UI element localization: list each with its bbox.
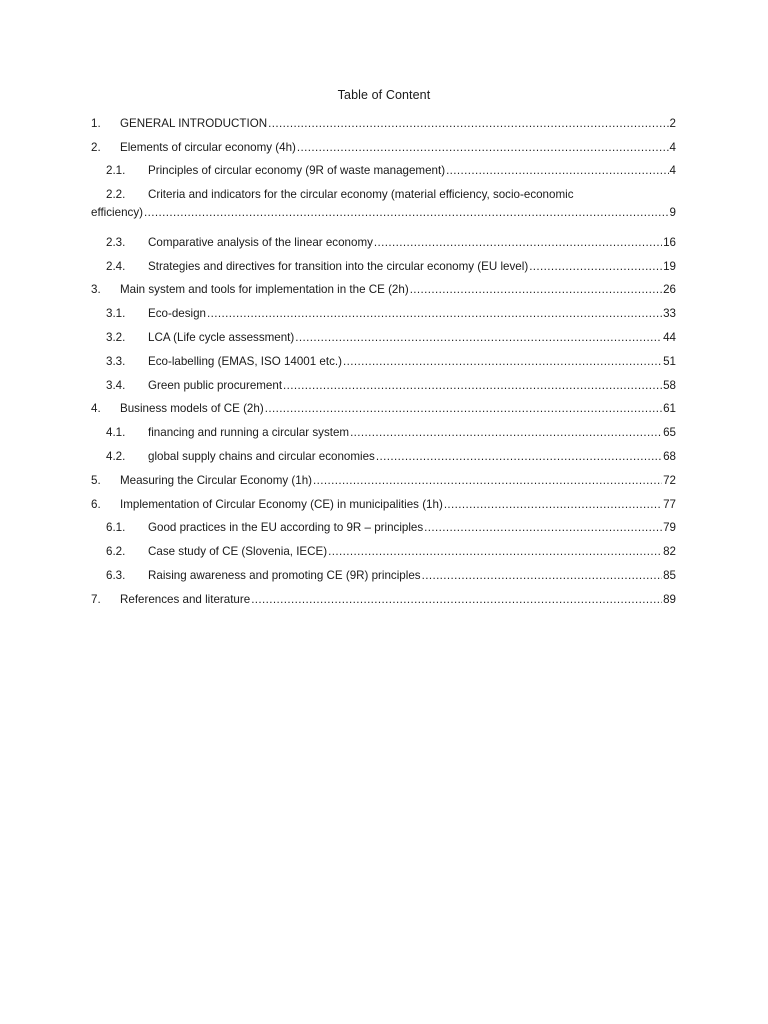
table-of-contents [91, 110, 676, 610]
toc-entry-number: 2.1. [106, 164, 126, 178]
toc-entry[interactable] [91, 467, 676, 491]
toc-dot-leader [446, 163, 668, 181]
toc-entry-label: Strategies and directives for transition into the circular economy (EU level) [148, 259, 529, 273]
toc-dot-leader [251, 592, 662, 610]
toc-entry[interactable] [91, 586, 676, 610]
toc-entry-number: 4.2. [106, 449, 126, 463]
toc-dot-leader [374, 235, 662, 253]
toc-dot-leader [343, 354, 662, 372]
toc-entry-label: GENERAL INTRODUCTION [120, 116, 268, 130]
toc-entry-page: 82 [663, 545, 676, 559]
toc-dot-leader [265, 401, 662, 419]
toc-entry-number: 6.1. [106, 521, 126, 535]
toc-entry[interactable] [91, 110, 676, 134]
toc-entry-label-continued: efficiency) [91, 206, 143, 220]
toc-entry-page: 58 [663, 378, 676, 392]
toc-entry[interactable] [91, 491, 676, 515]
toc-dot-leader [422, 568, 663, 586]
toc-dot-leader [529, 259, 662, 277]
toc-entry-number: 6.3. [106, 568, 126, 582]
toc-entry-number: 4.1. [106, 426, 126, 440]
toc-dot-leader [144, 205, 669, 223]
toc-entry-number: 2.4. [106, 259, 126, 273]
toc-entry[interactable] [91, 348, 676, 372]
toc-entry-page: 51 [663, 354, 676, 368]
toc-entry-label: global supply chains and circular economies [148, 449, 375, 463]
toc-entry[interactable] [91, 538, 676, 562]
toc-entry[interactable] [91, 158, 676, 182]
toc-entry-label: Elements of circular economy (4h) [120, 140, 296, 154]
toc-entry-label: Main system and tools for implementation in the CE (2h) [120, 283, 409, 297]
toc-entry[interactable] [91, 324, 676, 348]
toc-entry-number: 3.3. [106, 354, 126, 368]
toc-entry-number: 6. [91, 497, 101, 511]
toc-entry[interactable] [91, 372, 676, 396]
toc-entry-label: Comparative analysis of the linear economy [148, 235, 373, 249]
toc-entry-page: 68 [663, 449, 676, 463]
toc-entry-page: 44 [663, 330, 676, 344]
toc-entry-number: 3.2. [106, 330, 126, 344]
toc-entry-page: 61 [663, 402, 676, 416]
toc-entry[interactable] [91, 396, 676, 420]
toc-entry[interactable] [91, 562, 676, 586]
toc-entry[interactable] [91, 229, 676, 253]
toc-entry-label: LCA (Life cycle assessment) [148, 330, 295, 344]
toc-entry-number: 5. [91, 473, 101, 487]
toc-dot-leader [328, 544, 662, 562]
toc-entry-label: Raising awareness and promoting CE (9R) principles [148, 568, 421, 582]
toc-entry-page: 72 [663, 473, 676, 487]
toc-dot-leader [313, 473, 662, 491]
toc-dot-leader [295, 330, 662, 348]
toc-entry[interactable] [91, 253, 676, 277]
toc-dot-leader [283, 378, 662, 396]
toc-entry-number: 1. [91, 116, 101, 130]
toc-dot-leader [424, 520, 662, 538]
toc-entry-page: 16 [663, 235, 676, 249]
toc-entry-page: 65 [663, 426, 676, 440]
toc-entry-page: 19 [663, 259, 676, 273]
toc-entry[interactable] [91, 277, 676, 301]
toc-entry[interactable] [91, 300, 676, 324]
toc-entry-label: Criteria and indicators for the circular economy (material efficiency, socio-economic [148, 188, 574, 202]
toc-entry-page: 4 [669, 164, 676, 178]
toc-dot-leader [444, 497, 662, 515]
toc-entry-number: 2. [91, 140, 101, 154]
toc-entry-label: Green public procurement [148, 378, 283, 392]
toc-entry-number: 2.2. [106, 188, 126, 202]
toc-entry-page: 85 [663, 568, 676, 582]
toc-entry-label: Business models of CE (2h) [120, 402, 264, 416]
toc-entry-label: Implementation of Circular Economy (CE) in municipalities (1h) [120, 497, 443, 511]
toc-entry-number: 3.1. [106, 307, 126, 321]
toc-entry-label: Principles of circular economy (9R of waste management) [148, 164, 446, 178]
toc-entry[interactable] [91, 515, 676, 539]
toc-title: Table of Content [337, 88, 431, 102]
toc-entry-number: 7. [91, 592, 101, 606]
toc-entry-page: 79 [663, 521, 676, 535]
toc-entry-label: References and literature [120, 592, 251, 606]
toc-dot-leader [268, 116, 668, 134]
toc-entry[interactable] [91, 181, 676, 229]
toc-dot-leader [410, 282, 662, 300]
toc-entry-page: 33 [663, 307, 676, 321]
toc-entry-page: 89 [663, 592, 676, 606]
toc-entry-page: 4 [669, 140, 676, 154]
toc-entry-page: 77 [663, 497, 676, 511]
toc-entry-label: Case study of CE (Slovenia, IECE) [148, 545, 328, 559]
toc-entry-number: 2.3. [106, 235, 126, 249]
toc-entry-label: Eco-design [148, 307, 207, 321]
toc-entry-number: 3.4. [106, 378, 126, 392]
toc-dot-leader [376, 449, 662, 467]
toc-entry[interactable] [91, 134, 676, 158]
toc-entry-label: Eco-labelling (EMAS, ISO 14001 etc.) [148, 354, 342, 368]
toc-dot-leader [350, 425, 662, 443]
toc-entry[interactable] [91, 419, 676, 443]
toc-entry-number: 4. [91, 402, 101, 416]
toc-entry-label: financing and running a circular system [148, 426, 350, 440]
toc-dot-leader [297, 140, 669, 158]
toc-entry-number: 6.2. [106, 545, 126, 559]
toc-dot-leader [207, 306, 662, 324]
toc-entry-label: Measuring the Circular Economy (1h) [120, 473, 313, 487]
toc-entry-label: Good practices in the EU according to 9R – principles [148, 521, 424, 535]
toc-entry-page: 9 [669, 206, 676, 220]
toc-entry[interactable] [91, 443, 676, 467]
toc-entry-page: 2 [669, 116, 676, 130]
toc-entry-page: 26 [663, 283, 676, 297]
toc-entry-number: 3. [91, 283, 101, 297]
